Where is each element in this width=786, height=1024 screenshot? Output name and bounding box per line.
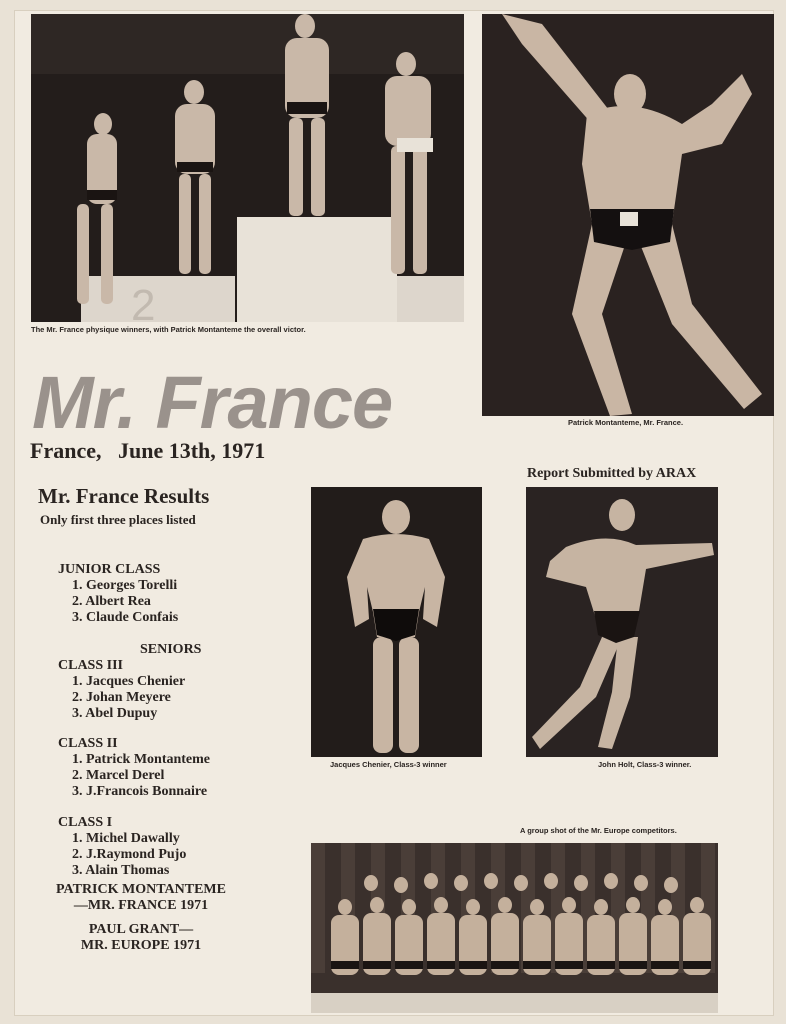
- class-2-heading: CLASS II: [58, 736, 118, 751]
- podium-photo: [31, 14, 464, 322]
- result-item: 2. Marcel Derel: [72, 768, 165, 783]
- result-item: 1. Michel Dawally: [72, 831, 180, 846]
- class-1-heading: CLASS I: [58, 815, 113, 830]
- result-item: 2. Johan Meyere: [72, 690, 171, 705]
- montanteme-caption: Patrick Montanteme, Mr. France.: [568, 418, 684, 427]
- europe-line-2: MR. EUROPE 1971: [80, 938, 202, 953]
- mr-europe-winner: [38, 922, 244, 954]
- result-item: 3. Claude Confais: [72, 610, 179, 625]
- result-item: 2. Albert Rea: [72, 594, 151, 609]
- podium-caption: The Mr. France physique winners, with Patrick Montanteme the overall victor.: [31, 325, 306, 334]
- holt-caption: John Holt, Class-3 winner.: [598, 760, 692, 769]
- group-caption: A group shot of the Mr. Europe competitors.: [520, 826, 677, 835]
- result-item: 2. J.Raymond Pujo: [72, 847, 187, 862]
- mr-france-winner: [38, 882, 244, 914]
- winner-line-1: PATRICK MONTANTEME: [56, 882, 226, 897]
- junior-class-list: [58, 562, 178, 626]
- class-3-list: [58, 658, 185, 722]
- junior-class-heading: JUNIOR CLASS: [58, 562, 161, 577]
- result-item: 1. Georges Torelli: [72, 578, 178, 593]
- chenier-caption: Jacques Chenier, Class-3 winner: [330, 760, 447, 769]
- podium-number: 2: [131, 281, 156, 322]
- result-item: 1. Jacques Chenier: [72, 674, 186, 689]
- chenier-photo: [311, 487, 482, 757]
- class-2-list: [58, 736, 210, 800]
- page-title: Mr. France: [32, 361, 393, 444]
- winner-line-2: —MR. FRANCE 1971: [73, 898, 209, 913]
- result-item: 3. Abel Dupuy: [72, 706, 158, 721]
- class-3-heading: CLASS III: [58, 658, 123, 673]
- seniors-heading: SENIORS: [140, 642, 202, 657]
- class-1-list: [58, 815, 186, 879]
- europe-line-1: PAUL GRANT—: [88, 922, 194, 937]
- result-item: 3. J.Francois Bonnaire: [72, 784, 208, 799]
- report-credit: Report Submitted by ARAX: [527, 466, 697, 481]
- result-item: 3. Alain Thomas: [72, 863, 170, 878]
- group-photo: [311, 843, 718, 1013]
- montanteme-photo: [482, 14, 774, 416]
- results-subtitle: Only first three places listed: [40, 512, 196, 527]
- dateline: France, June 13th, 1971: [30, 438, 266, 463]
- holt-photo: [526, 487, 718, 757]
- result-item: 1. Patrick Montanteme: [72, 752, 211, 767]
- results-title: Mr. France Results: [38, 484, 210, 508]
